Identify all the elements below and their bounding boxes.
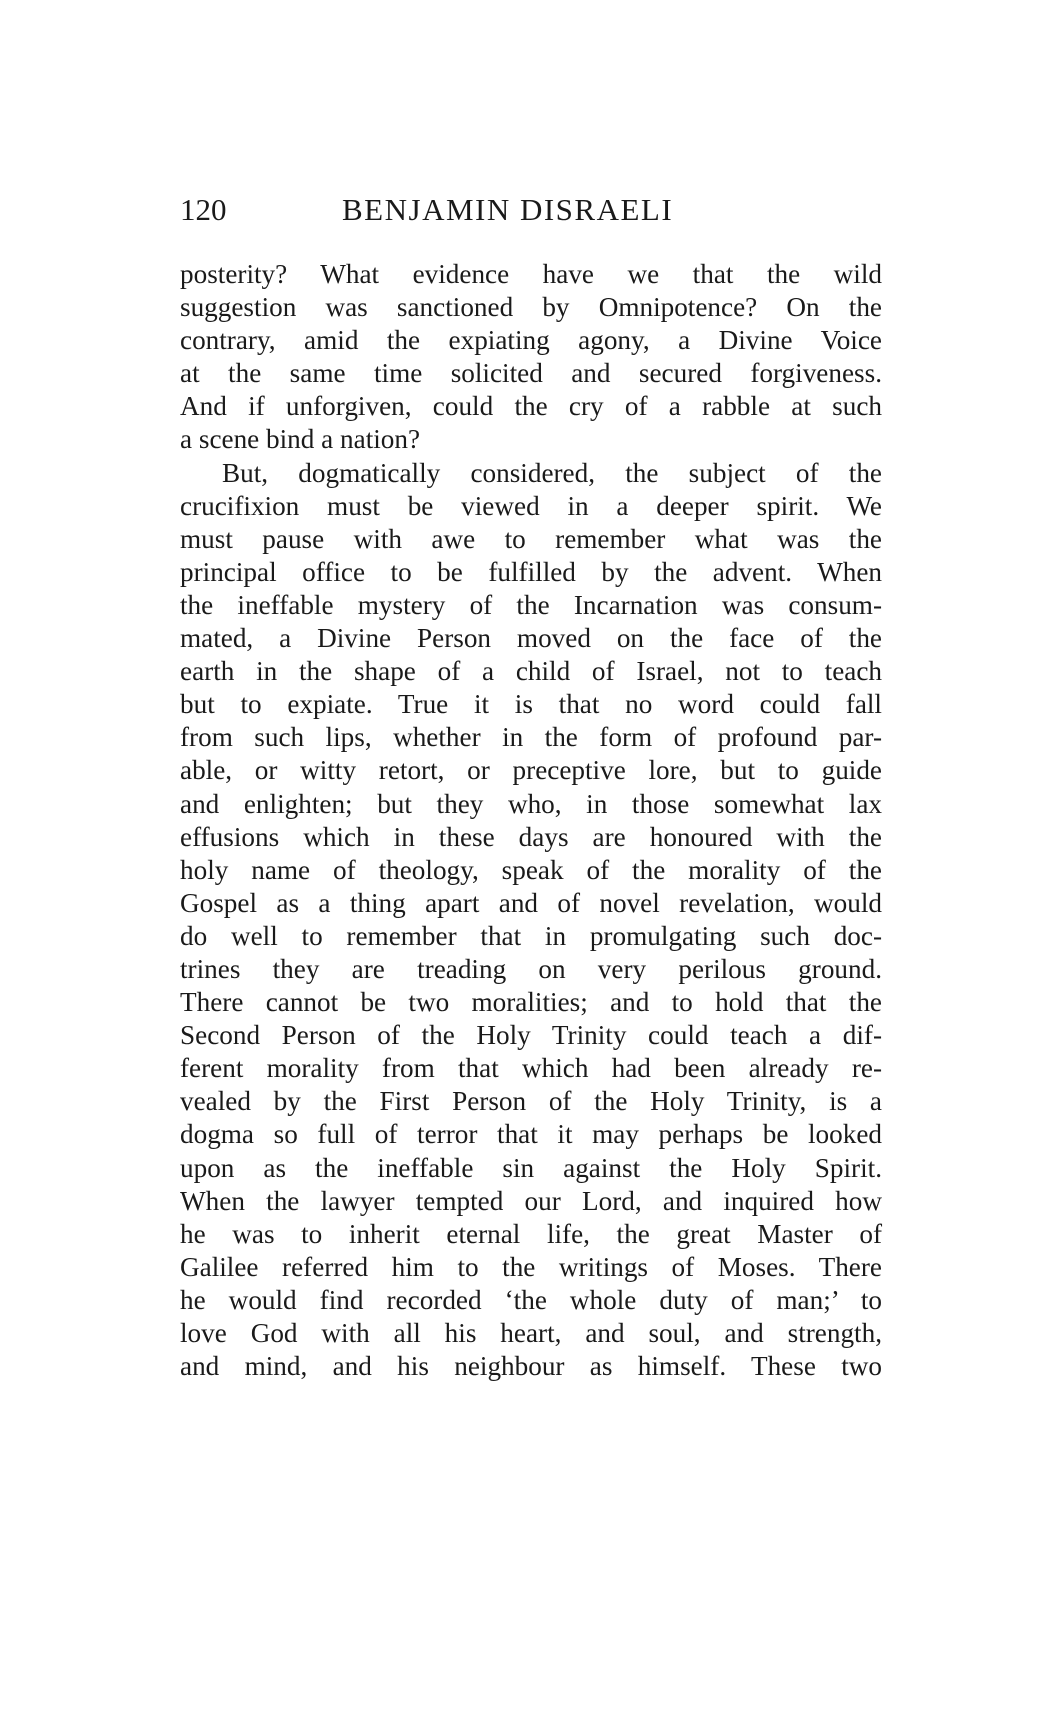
page-number: 120 xyxy=(180,192,227,227)
text-line: at the same time solicited and secured forgiveness. xyxy=(180,358,882,389)
text-line: but to expiate. True it is that no word could fall xyxy=(180,689,882,720)
text-line: suggestion was sanctioned by Omnipotence? On the xyxy=(180,292,882,323)
text-line: upon as the ineffable sin against the Holy Spirit. xyxy=(180,1152,882,1183)
text-line: And if unforgiven, could the cry of a rabble at such xyxy=(180,391,882,422)
text-line: must pause with awe to remember what was the xyxy=(180,523,882,554)
text-line: vealed by the First Person of the Holy Trinity, is a xyxy=(180,1086,882,1117)
text-line: mated, a Divine Person moved on the face of the xyxy=(180,623,882,654)
text-line: a scene bind a nation? xyxy=(180,424,421,455)
text-line: earth in the shape of a child of Israel, not to teach xyxy=(180,656,882,687)
text-line: he would find recorded ‘the whole duty of man;’ to xyxy=(180,1284,882,1315)
running-title: BENJAMIN DISRAELI xyxy=(342,192,674,227)
text-line: and mind, and his neighbour as himself. These two xyxy=(180,1351,882,1382)
text-line: ferent morality from that which had been already re- xyxy=(180,1053,882,1084)
text-line: able, or witty retort, or preceptive lore, but to guide xyxy=(180,755,882,786)
text-line: love God with all his heart, and soul, and strength, xyxy=(180,1318,882,1348)
text-line: from such lips, whether in the form of profound par- xyxy=(180,722,882,753)
text-line: Gospel as a thing apart and of novel revelation, would xyxy=(180,887,882,918)
running-head xyxy=(180,188,880,232)
text-line: trines they are treading on very perilous ground. xyxy=(180,953,882,984)
text-line: he was to inherit eternal life, the great Master of xyxy=(180,1218,882,1249)
text-line: crucifixion must be viewed in a deeper spirit. We xyxy=(180,490,882,521)
body-text xyxy=(180,258,882,1383)
text-line: When the lawyer tempted our Lord, and inquired how xyxy=(180,1185,882,1216)
text-line: do well to remember that in promulgating such doc- xyxy=(180,920,882,951)
text-line: effusions which in these days are honoured with the xyxy=(180,821,882,852)
text-line: and enlighten; but they who, in those somewhat lax xyxy=(180,788,882,819)
text-line: But, dogmatically considered, the subject of the xyxy=(222,457,882,488)
text-line: posterity? What evidence have we that the wild xyxy=(180,259,882,289)
text-line: Second Person of the Holy Trinity could teach a dif- xyxy=(180,1020,882,1051)
text-line: principal office to be fulfilled by the advent. When xyxy=(180,556,882,587)
text-line: dogma so full of terror that it may perhaps be looked xyxy=(180,1119,882,1150)
text-line: holy name of theology, speak of the morality of the xyxy=(180,854,882,885)
text-line: contrary, amid the expiating agony, a Divine Voice xyxy=(180,325,882,356)
text-line: Galilee referred him to the writings of Moses. There xyxy=(180,1251,882,1282)
text-line: the ineffable mystery of the Incarnation was consum- xyxy=(180,589,882,620)
text-line: There cannot be two moralities; and to hold that the xyxy=(180,987,882,1018)
